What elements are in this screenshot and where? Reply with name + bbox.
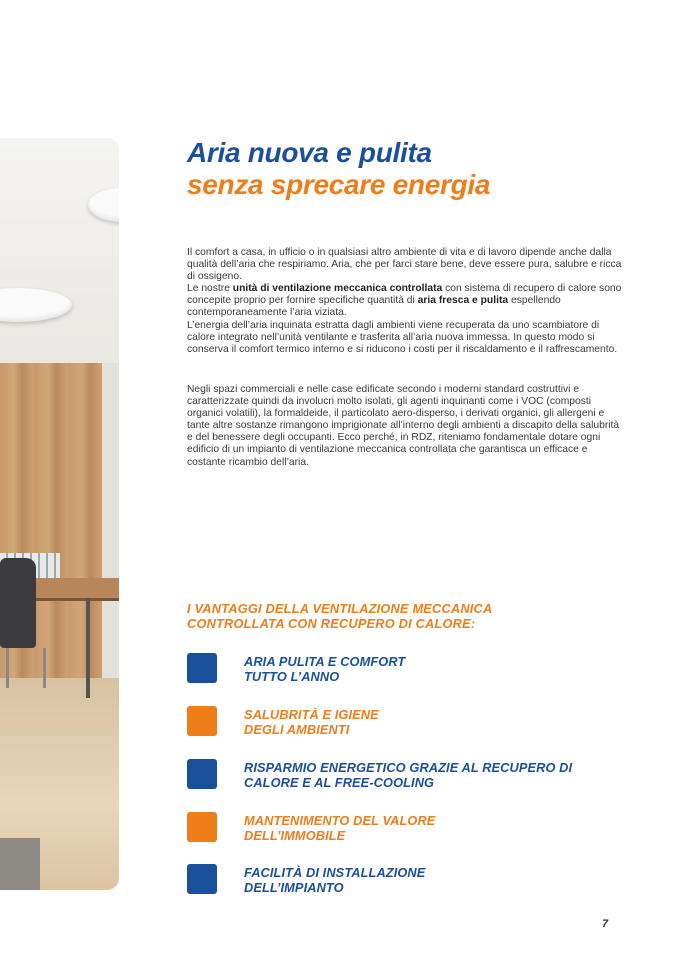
title-line-1: Aria nuova e pulita <box>187 137 432 168</box>
chair-base <box>6 648 46 688</box>
advantage-item <box>187 812 627 844</box>
advantage-label: MANTENIMENTO DEL VALORE DELL’IMMOBILE <box>244 813 436 843</box>
advantages-heading-text: I VANTAGGI DELLA VENTILAZIONE MECCANICA CONTROLLATA CON RECUPERO DI CALORE: <box>187 601 492 631</box>
title-line-2: senza sprecare energia <box>187 169 491 200</box>
advantage-label: ARIA PULITA E COMFORT TUTTO L’ANNO <box>244 654 406 684</box>
advantage-item <box>187 706 627 738</box>
advantage-bullet-square <box>187 759 217 789</box>
advantage-bullet-square <box>187 653 217 683</box>
advantage-label: SALUBRITÀ E IGIENE DEGLI AMBIENTI <box>244 707 379 737</box>
advantage-item <box>187 653 627 685</box>
advantage-bullet-square <box>187 706 217 736</box>
intro-paragraph-2-text: Negli spazi commerciali e nelle case edificate secondo i moderni standard costruttivi e caratterizzate quindi da involucri molto isolati, gli agenti inquinanti come i VOC (composti organici volatili), la formaldeide, il particolato aero-disperso, i derivati organici, gli allergeni e tante altre sostanze rimangono imprigionate all’interno degli ambienti a discapito della salubrità e del benessere degli occupanti. Ecco perché, in RDZ, riteniamo fondamentale dotare ogni edificio di un impianto di ventilazione meccanica controllata che garantisca un efficace e costante ricambio dell’aria. <box>187 384 620 468</box>
paragraph-text: con sistema di recupero di calore sono concepite proprio per fornire specifiche quantità di <box>187 283 622 307</box>
table-leg <box>86 598 90 698</box>
advantages-heading <box>187 602 537 631</box>
office-photo <box>0 138 119 890</box>
advantage-label: FACILITÀ DI INSTALLAZIONE DELL’IMPIANTO <box>244 865 426 895</box>
emphasized-text: aria fresca e pulita <box>417 295 509 307</box>
paragraph-text: espellendo contemporaneamente l’aria viziata. <box>187 295 561 319</box>
office-chair <box>0 558 36 648</box>
advantage-label: RISPARMIO ENERGETICO GRAZIE AL RECUPERO DI CALORE E AL FREE-COOLING <box>244 760 573 790</box>
intro-paragraph-1-text <box>187 247 627 356</box>
advantage-bullet-square <box>187 812 217 842</box>
intro-paragraph-2 <box>187 384 627 469</box>
advantage-item <box>187 864 627 896</box>
photo-wall <box>102 363 119 693</box>
paragraph-text: Il comfort a casa, in ufficio o in qualsiasi altro ambiente di vita e di lavoro dipende anche dalla qualità dell’aria che respiriamo. Aria, che per farci stare bene, deve essere pura, salubre e ricca di ossigeno. <box>187 247 622 283</box>
advantage-item <box>187 759 627 791</box>
emphasized-text: unità di ventilazione meccanica controllata <box>232 283 443 295</box>
page-number: 7 <box>602 918 609 930</box>
advantage-bullet-square <box>187 864 217 894</box>
paragraph-text: L’energia dell’aria inquinata estratta dagli ambienti viene recuperata da uno scambiatore di calore integrato nell’unità ventilante e trasferita all’aria nuova immessa. In questo modo si conserva il comfort termico interno e si riducono i costi per il riscaldamento e il raffrescamento. <box>187 319 618 355</box>
paragraph-text: Le nostre <box>187 283 233 295</box>
photo-ceiling <box>0 138 119 368</box>
photo-floor-shadow <box>0 838 40 890</box>
intro-paragraph-1 <box>187 247 627 356</box>
